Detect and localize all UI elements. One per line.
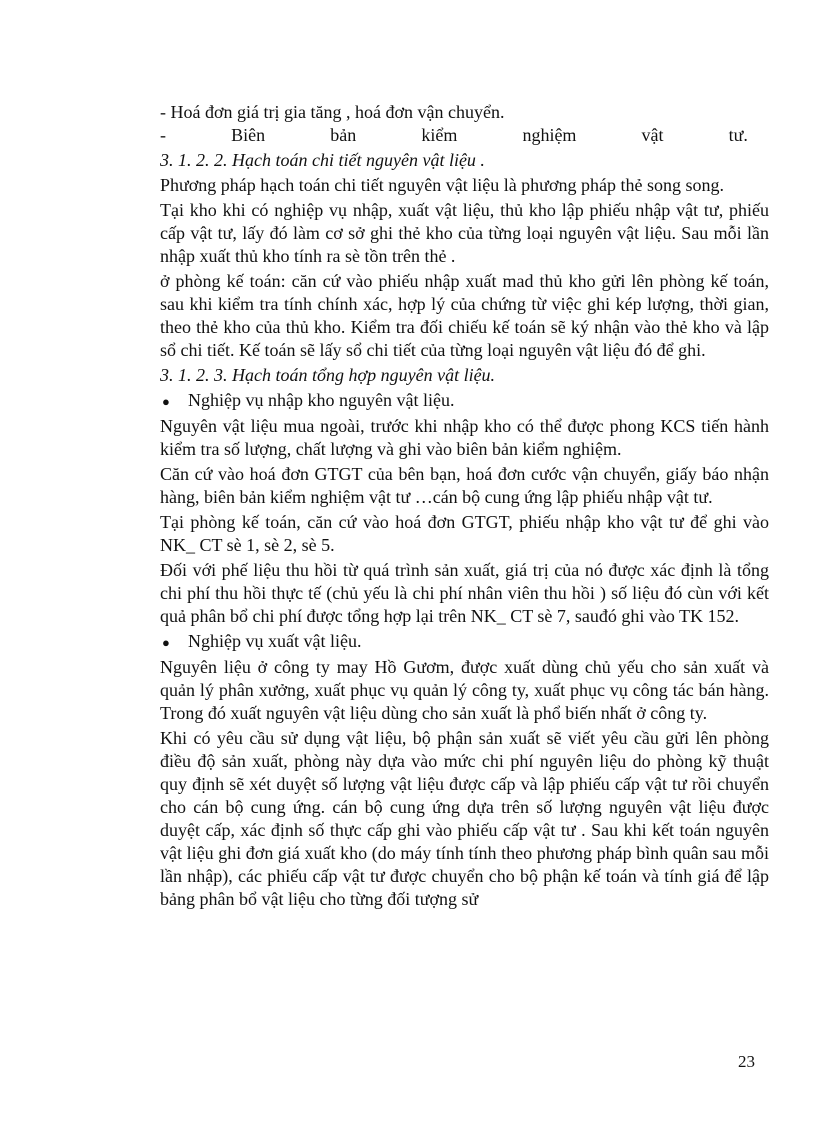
- paragraph: Tại phòng kế toán, căn cứ vào hoá đơn GTGT, phiếu nhập kho vật tư để ghi vào NK_ CT sè 1, sè 2, sè 5.: [160, 512, 769, 555]
- paragraph: Căn cứ vào hoá đơn GTGT của bên bạn, hoá đơn cước vận chuyển, giấy báo nhận hàng, biên bản kiểm nghiệm vật tư …cán bộ cung ứng lập phiếu nhập vật tư.: [160, 464, 769, 507]
- bullet-icon: ●: [162, 394, 170, 409]
- list-line-inspection-record: [160, 124, 748, 147]
- paragraph: Tại kho khi có nghiệp vụ nhập, xuất vật liệu, thủ kho lập phiếu nhập vật tư, phiếu cấp vật tư, lấy đó làm cơ sở ghi thẻ kho của từng loại nguyên vật liệu. Sau mỗi lần nhập xuất thủ kho tính ra sè tồn trên thẻ .: [160, 200, 769, 266]
- paragraph: Nguyên vật liệu mua ngoài, trước khi nhập kho có thể được phong KCS tiến hành kiểm tra số lượng, chất lượng và ghi vào biên bản kiểm nghiệm.: [160, 416, 769, 459]
- page-number: 23: [738, 1052, 755, 1071]
- section-heading-detail-accounting: 3. 1. 2. 2. Hạch toán chi tiết nguyên vật liệu .: [160, 150, 485, 170]
- section-heading-general-accounting: 3. 1. 2. 3. Hạch toán tổng hợp nguyên vật liệu.: [160, 365, 496, 385]
- paragraph: Khi có yêu cầu sử dụng vật liệu, bộ phận sản xuất sẽ viết yêu cầu gửi lên phòng điều độ sản xuất, phòng này dựa vào mức chi phí nguyên liệu do phòng kỹ thuật quy định sẽ xét duyệt số lượng vật liệu được cấp và lập phiếu cấp vật tư rồi chuyển cho cán bộ cung ứng. cán bộ cung ứng dựa trên số lượng nguyên vật liệu được duyệt cấp, xác định số thực cấp ghi vào phiếu cấp vật tư . Sau khi kết toán nguyên vật liệu ghi đơn giá xuất kho (do máy tính tính theo phương pháp bình quân sau mỗi lần nhập), các phiếu cấp vật tư được chuyển cho bộ phận kế toán và tính giá để lập bảng phân bổ vật liệu cho từng đối tượng sử: [160, 728, 769, 909]
- page-content: [160, 101, 769, 911]
- word: tư.: [728, 125, 748, 145]
- bullet-icon: ●: [162, 635, 170, 650]
- paragraph: Phương pháp hạch toán chi tiết nguyên vật liệu là phương pháp thẻ song song.: [160, 175, 724, 195]
- word: kiểm: [421, 125, 458, 145]
- paragraph: ở phòng kế toán: căn cứ vào phiếu nhập xuất mad thủ kho gửi lên phòng kế toán, sau khi kiểm tra tính chính xác, hợp lý của chứng từ việc ghi kép lượng, thời gian, theo thẻ kho của thủ kho. Kiểm tra đối chiếu kế toán sẽ ký nhận vào thẻ kho và lập sổ chi tiết. Kế toán sẽ lấy sổ chi tiết của từng loại nguyên vật liệu đó để ghi.: [160, 271, 769, 360]
- bullet-item-import: [160, 389, 769, 413]
- bullet-text: Nghiệp vụ nhập kho nguyên vật liệu.: [188, 390, 455, 410]
- word: bản: [330, 125, 357, 145]
- list-line-invoice: - Hoá đơn giá trị gia tăng , hoá đơn vận chuyển.: [160, 102, 505, 122]
- word: nghiệm: [522, 125, 577, 145]
- bullet-item-export: [160, 630, 769, 654]
- word: -: [160, 125, 166, 145]
- paragraph: Đối với phế liệu thu hồi từ quá trình sản xuất, giá trị của nó được xác định là tổng chi phí thu hồi thực tế (chủ yếu là chi phí nhân viên thu hồi ) số liệu đó cùn với kết quả phân bổ chi phí được tổng hợp lại trên NK_ CT sè 7, sauđó ghi vào TK 152.: [160, 560, 769, 626]
- word: vật: [641, 125, 664, 145]
- word: Biên: [231, 125, 266, 145]
- bullet-text: Nghiệp vụ xuất vật liệu.: [188, 631, 362, 651]
- paragraph: Nguyên liệu ở công ty may Hồ Gươm, được xuất dùng chủ yếu cho sản xuất và quản lý phân xưởng, xuất phục vụ quản lý công ty, xuất phục vụ công tác bán hàng. Trong đó xuất nguyên vật liệu dùng cho sản xuất là phổ biến nhất ở công ty.: [160, 657, 769, 723]
